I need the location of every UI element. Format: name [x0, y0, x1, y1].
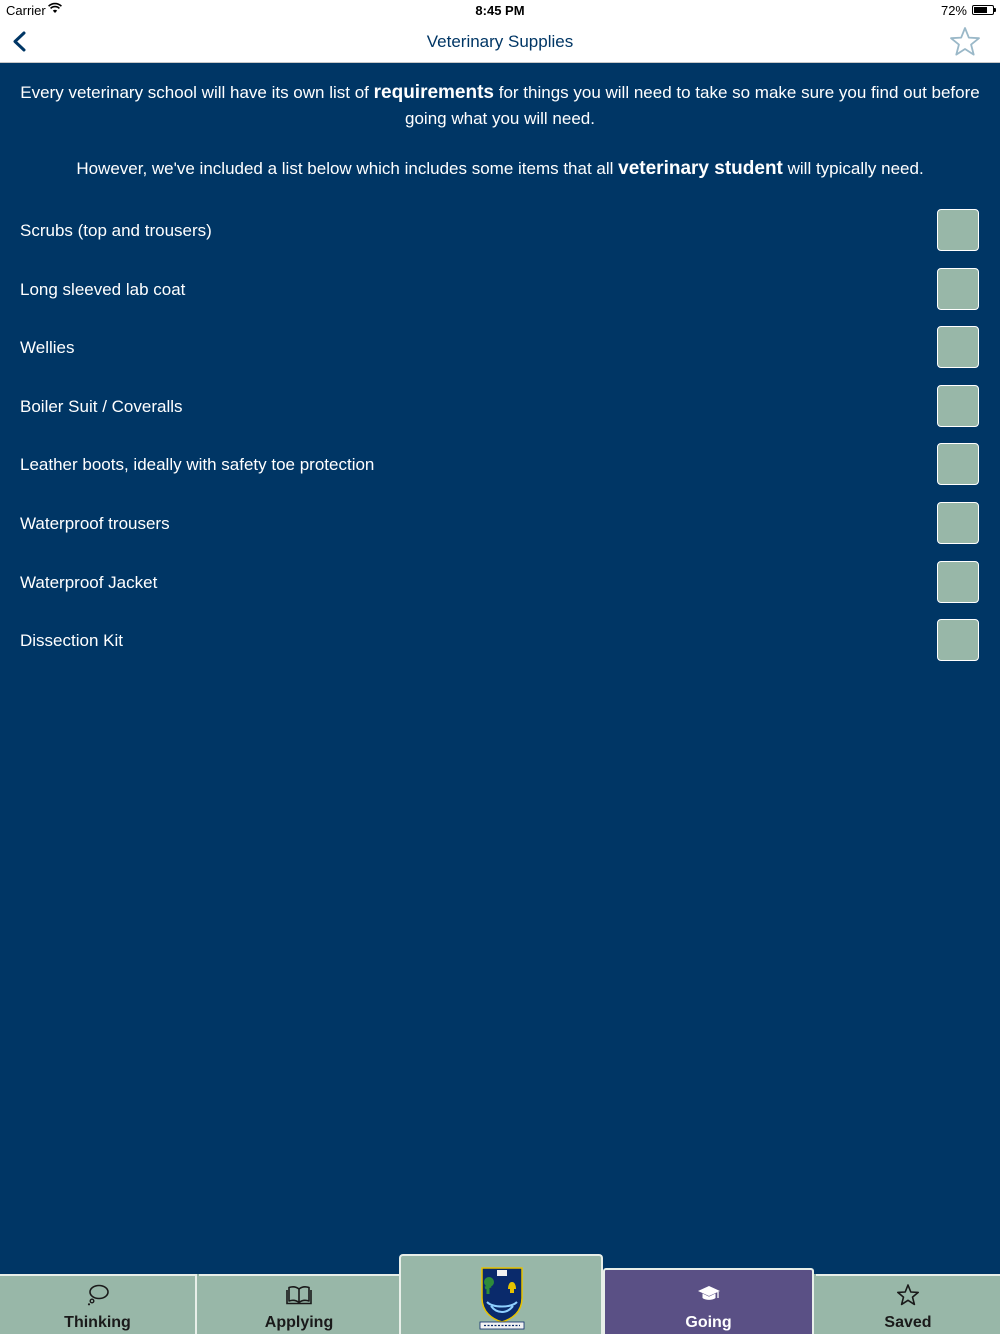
supplies-checklist — [0, 205, 1000, 674]
checklist-item-dissection-kit[interactable] — [0, 615, 1000, 674]
checkbox[interactable] — [937, 326, 979, 368]
checkbox[interactable] — [937, 209, 979, 251]
checklist-item-wellies[interactable] — [0, 322, 1000, 381]
checkbox[interactable] — [937, 619, 979, 661]
page-title: Veterinary Supplies — [426, 32, 574, 51]
navigation-bar — [0, 22, 1000, 63]
checklist-item-waterproof-jacket[interactable] — [0, 557, 1000, 616]
checkbox[interactable] — [937, 502, 979, 544]
status-bar — [0, 0, 1000, 22]
open-book-icon — [199, 1284, 399, 1306]
tab-saved[interactable] — [816, 1274, 1000, 1334]
checklist-item-label: Dissection Kit — [20, 631, 123, 651]
checkbox[interactable] — [937, 385, 979, 427]
checklist-item-lab-coat[interactable] — [0, 264, 1000, 323]
checklist-item-label: Boiler Suit / Coveralls — [20, 396, 183, 416]
tab-label: Applying — [264, 1314, 334, 1331]
star-outline-icon — [948, 25, 982, 59]
checklist-item-label: Waterproof trousers — [20, 513, 170, 533]
tab-going[interactable] — [603, 1268, 814, 1334]
tab-thinking[interactable] — [0, 1274, 197, 1334]
thought-bubble-icon — [0, 1284, 195, 1306]
star-icon — [816, 1284, 1000, 1306]
checklist-item-scrubs[interactable] — [0, 205, 1000, 264]
intro-text — [20, 80, 980, 182]
checkbox[interactable] — [937, 443, 979, 485]
checklist-item-boiler-suit[interactable] — [0, 381, 1000, 440]
battery-percent: 72% — [940, 3, 967, 18]
checklist-item-leather-boots[interactable] — [0, 439, 1000, 498]
tab-label: Saved — [884, 1314, 932, 1331]
checklist-item-label: Waterproof Jacket — [20, 572, 158, 592]
intro-paragraph-1: Every veterinary school will have its own list of requirements for things you will need to take so make sure you find out before going what you will need. — [20, 82, 980, 128]
checkbox[interactable] — [937, 268, 979, 310]
tab-applying[interactable] — [199, 1274, 399, 1334]
battery-icon — [972, 5, 994, 15]
intro-paragraph-2: However, we've included a list below which includes some items that all veterinary student will typically need. — [76, 158, 924, 179]
checklist-item-waterproof-trousers[interactable] — [0, 498, 1000, 557]
university-crest-icon — [479, 1264, 525, 1330]
tab-label: Thinking — [64, 1314, 131, 1331]
tab-home[interactable] — [399, 1254, 603, 1334]
checklist-item-label: Wellies — [20, 338, 75, 358]
checkbox[interactable] — [937, 561, 979, 603]
clock: 8:45 PM — [475, 3, 525, 18]
tab-label: Going — [685, 1314, 732, 1331]
checklist-item-label: Leather boots, ideally with safety toe protection — [20, 455, 375, 475]
carrier-label: Carrier — [6, 3, 46, 18]
graduation-cap-icon — [605, 1284, 812, 1306]
favorite-button[interactable] — [948, 25, 982, 59]
checklist-item-label: Long sleeved lab coat — [20, 279, 186, 299]
checklist-item-label: Scrubs (top and trousers) — [20, 221, 212, 240]
